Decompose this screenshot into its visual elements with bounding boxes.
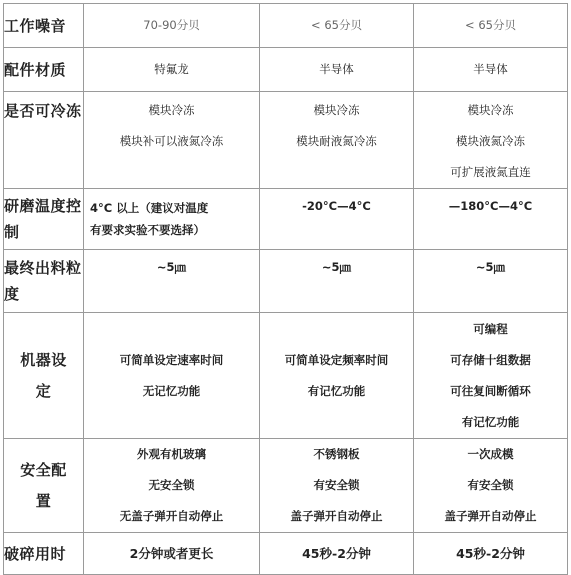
cell-material-1: 特氟龙 <box>84 48 260 92</box>
table-row-settings <box>4 313 568 439</box>
cell-settings-3 <box>414 313 568 439</box>
cell-freeze-1 <box>84 92 260 189</box>
cell-line: 模块冷冻 <box>313 103 360 117</box>
cell-line: 模块耐液氮冷冻 <box>296 134 377 148</box>
row-label-size: 最终出料粒度 <box>4 250 84 313</box>
cell-line: 外观有机玻璃 <box>137 447 206 461</box>
cell-line: 有记忆功能 <box>307 383 366 398</box>
cell-line: 盖子弹开自动停止 <box>444 509 537 523</box>
cell-temp-3: —180°C—4°C <box>414 189 568 250</box>
cell-time-2: 45秒-2分钟 <box>260 533 414 575</box>
cell-safety-3 <box>414 439 568 533</box>
cell-size-2: ~5㎛ <box>260 250 414 313</box>
cell-noise-1: 70-90分贝 <box>84 4 260 48</box>
cell-noise-2: < 65分贝 <box>260 4 414 48</box>
table-row-temp <box>4 189 568 250</box>
cell-line: 4°C 以上（建议对温度 <box>90 201 209 215</box>
table-row-size <box>4 250 568 313</box>
cell-line: 可存储十组数据 <box>450 352 531 367</box>
cell-line: 无记忆功能 <box>142 383 201 398</box>
cell-noise-3: < 65分贝 <box>414 4 568 48</box>
cell-line: 可扩展液氮直连 <box>450 165 531 179</box>
cell-line: 不锈钢板 <box>313 447 360 461</box>
cell-line: 可简单设定频率时间 <box>284 352 389 367</box>
cell-size-3: ~5㎛ <box>414 250 568 313</box>
cell-line: 模块液氮冷冻 <box>456 134 525 148</box>
table-row-material <box>4 48 568 92</box>
cell-safety-2 <box>260 439 414 533</box>
cell-line: 可往复间断循环 <box>450 383 531 398</box>
cell-line: 无盖子弹开自动停止 <box>119 509 224 523</box>
row-label-material: 配件材质 <box>4 48 84 92</box>
cell-line: 模块冷冻 <box>467 103 514 117</box>
cell-material-2: 半导体 <box>260 48 414 92</box>
cell-line: 一次成模 <box>467 447 514 461</box>
cell-line: 可编程 <box>473 321 508 336</box>
cell-settings-1 <box>84 313 260 439</box>
row-label-temp: 研磨温度控制 <box>4 189 84 250</box>
cell-settings-2 <box>260 313 414 439</box>
cell-temp-2: -20°C—4°C <box>260 189 414 250</box>
cell-line: 有记忆功能 <box>461 414 520 429</box>
cell-freeze-2 <box>260 92 414 189</box>
cell-line: 模块补可以液氮冷冻 <box>119 134 224 148</box>
cell-freeze-3 <box>414 92 568 189</box>
row-label-noise: 工作噪音 <box>4 4 84 48</box>
cell-safety-1 <box>84 439 260 533</box>
comparison-table <box>3 3 568 575</box>
row-label-freeze: 是否可冷冻 <box>4 92 84 189</box>
row-label-safety: 安全配置 <box>4 439 84 533</box>
cell-temp-1 <box>84 189 260 250</box>
row-label-settings: 机器设定 <box>4 313 84 439</box>
cell-material-3: 半导体 <box>414 48 568 92</box>
cell-line: 盖子弹开自动停止 <box>290 509 383 523</box>
cell-time-1: 2分钟或者更长 <box>84 533 260 575</box>
table-row-noise <box>4 4 568 48</box>
table-row-safety <box>4 439 568 533</box>
cell-time-3: 45秒-2分钟 <box>414 533 568 575</box>
cell-line: 有安全锁 <box>467 478 514 492</box>
table-row-freeze <box>4 92 568 189</box>
cell-line: 模块冷冻 <box>148 103 195 117</box>
row-label-time: 破碎用时 <box>4 533 84 575</box>
cell-line: 有安全锁 <box>313 478 360 492</box>
table-row-time <box>4 533 568 575</box>
cell-line: 有要求实验不要选择） <box>90 223 205 237</box>
cell-line: 无安全锁 <box>148 478 195 492</box>
cell-size-1: ~5㎛ <box>84 250 260 313</box>
cell-line: 可简单设定速率时间 <box>119 352 224 367</box>
